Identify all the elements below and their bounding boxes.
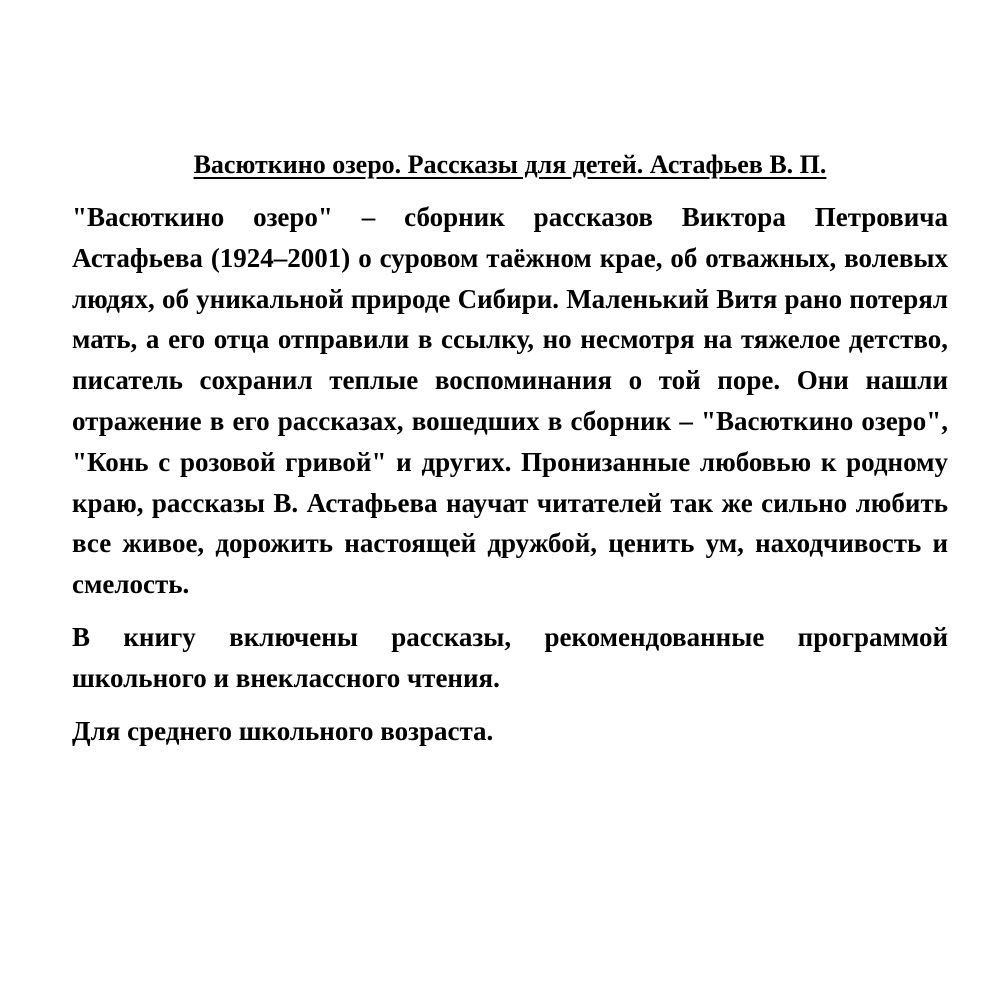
page-title [72, 145, 948, 185]
book-description [72, 145, 948, 763]
description-paragraph: "Васюткино озеро" – сборник рассказов Виктора Петровича Астафьева (1924–2001) о суровом таёжном крае, об отважных, волевых людях, об уникальной природе Сибири. Маленький Витя рано потерял мать, а его отца отправили в ссылку, но несмотря на тяжелое детство, писатель сохранил теплые воспоминания о той поре. Они нашли отражение в его рассказах, вошедших в сборник – "Васюткино озеро", "Конь с розовой гривой" и других. Пронизанные любовью к родному краю, рассказы В. Астафьева научат читателей так же сильно любить все живое, дорожить настоящей дружбой, ценить ум, находчивость и смелость. [72, 202, 948, 600]
title-text: Васюткино озеро. Рассказы для детей. Астафьев В. П. [193, 150, 827, 179]
curriculum-note: В книгу включены рассказы, рекомендованные программой школьного и внеклассного чтения. [72, 621, 948, 693]
age-recommendation: Для среднего школьного возраста. [72, 715, 494, 746]
